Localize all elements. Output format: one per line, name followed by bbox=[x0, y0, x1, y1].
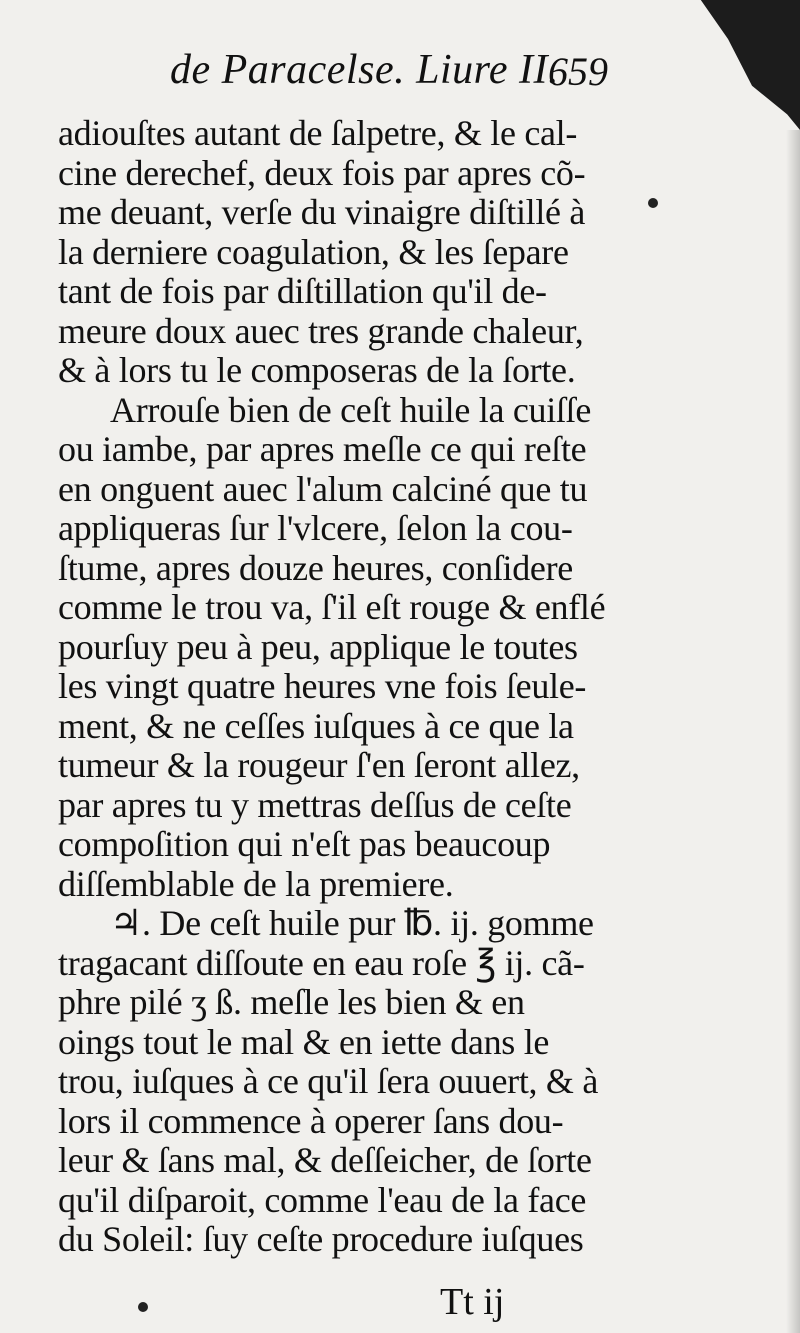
text-line: Arrouſe bien de ceſt huile la cuiſſe bbox=[110, 389, 592, 430]
text-line: ou iambe, par apres meſle ce qui reſte bbox=[58, 429, 587, 469]
text-line: leur & ſans mal, & deſſeicher, de ſorte bbox=[58, 1140, 592, 1180]
text-line: oings tout le mal & en iette dans le bbox=[58, 1021, 550, 1062]
text-line: tragacant diſſoute en eau roſe ℥ ij. cã- bbox=[58, 942, 585, 983]
page-number: 659 bbox=[548, 49, 608, 94]
text-line: en onguent auec l'alum calciné que tu bbox=[58, 468, 588, 509]
text-line: phre pilé ʒ ß. meſle les bien & en bbox=[58, 982, 525, 1022]
text-line: tumeur & la rougeur ſ'en ſeront allez, bbox=[58, 745, 580, 785]
ink-dot bbox=[138, 1302, 148, 1312]
text-line: lors il commence à operer ſans dou- bbox=[58, 1100, 564, 1141]
text-line: diſſemblable de la premiere. bbox=[58, 863, 454, 904]
text-line: adiouſtes autant de ſalpetre, & le cal- bbox=[58, 113, 578, 153]
text-line: trou, iuſques à ce qu'il ſera ouuert, & à bbox=[58, 1061, 599, 1101]
signature-mark: Tt ij bbox=[440, 1281, 505, 1323]
text-line: me deuant, verſe du vinaigre diſtillé à bbox=[58, 192, 586, 232]
text-line: & à lors tu le composeras de la ſorte. bbox=[58, 350, 576, 390]
text-line: comme le trou va, ſ'il eſt rouge & enflé bbox=[58, 587, 606, 627]
ink-dot bbox=[648, 198, 658, 208]
text-line: meure doux auec tres grande chaleur, bbox=[58, 310, 584, 351]
torn-corner bbox=[640, 0, 800, 130]
text-line: appliqueras ſur l'vlcere, ſelon la cou- bbox=[58, 508, 573, 548]
text-line: qu'il diſparoit, comme l'eau de la face bbox=[58, 1179, 587, 1220]
page-edge-shadow bbox=[786, 130, 800, 1333]
text-line: cine derechef, deux fois par apres cõ- bbox=[58, 152, 586, 193]
text-line: pourſuy peu à peu, applique le toutes bbox=[58, 626, 578, 667]
text-line: compoſition qui n'eſt pas beaucoup bbox=[58, 824, 551, 864]
text-line: par apres tu y mettras deſſus de ceſte bbox=[58, 784, 572, 825]
body-text bbox=[58, 114, 638, 1260]
text-line: les vingt quatre heures vne fois ſeule- bbox=[58, 666, 587, 706]
text-line: tant de fois par diſtillation qu'il de- bbox=[58, 271, 547, 311]
running-head: de Paracelse. Liure II. bbox=[170, 47, 560, 93]
text-line: du Soleil: ſuy ceſte procedure iuſques bbox=[58, 1219, 584, 1259]
text-line: ment, & ne ceſſes iuſques à ce que la bbox=[58, 705, 574, 746]
text-line: ſtume, apres douze heures, conſidere bbox=[58, 547, 573, 588]
text-line: ♃. De ceſt huile pur ℔. ij. gomme bbox=[110, 903, 594, 943]
text-line: la derniere coagulation, & les ſepare bbox=[58, 231, 569, 272]
